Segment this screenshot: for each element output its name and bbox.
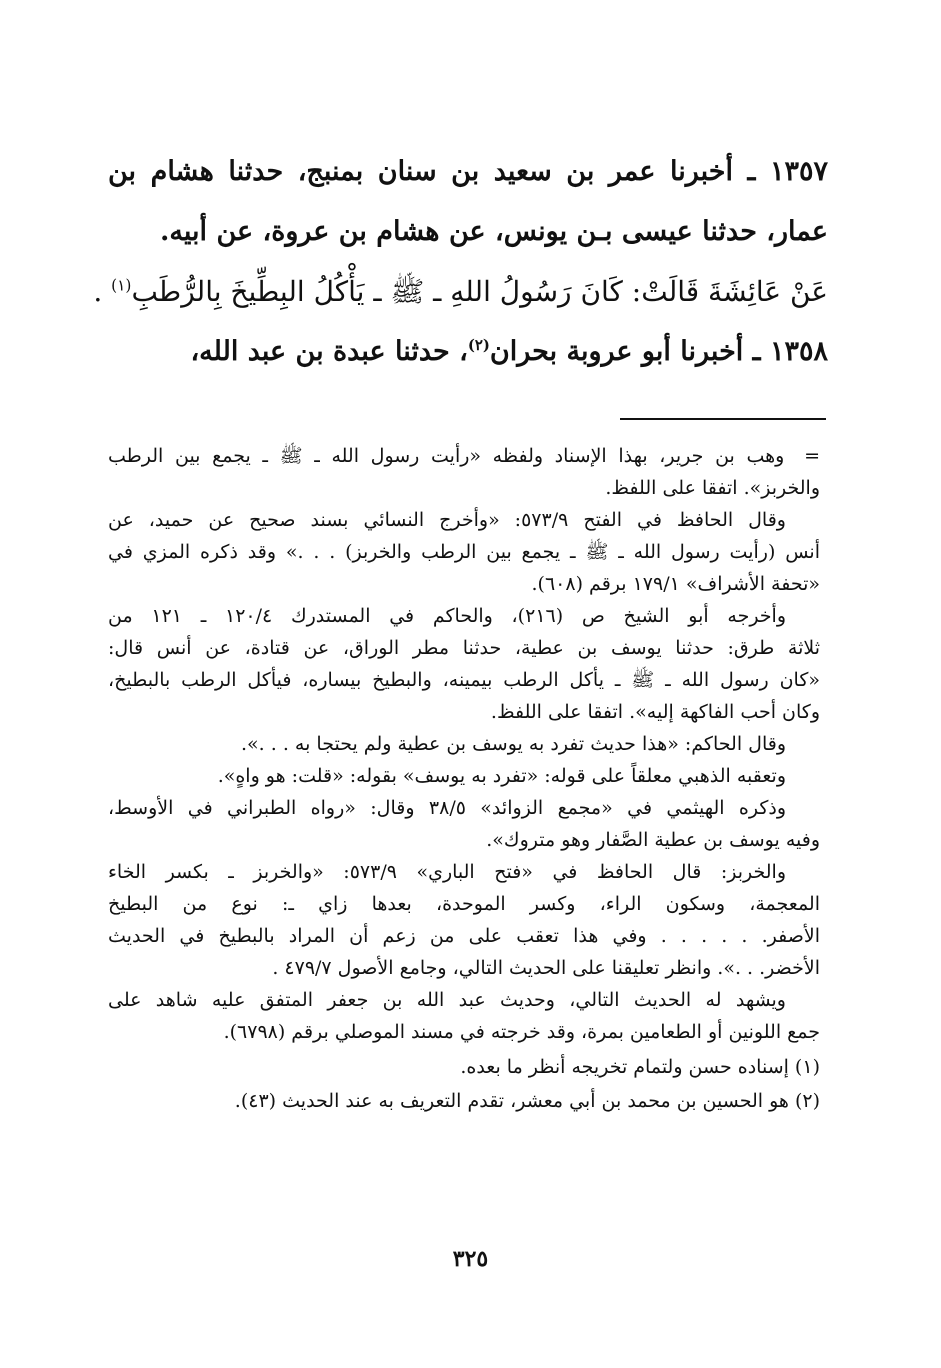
footnote-2: (٢) هو الحسين بن محمد بن أبي معشر، تقدم التعريف به عند الحديث (٤٣). [234, 1090, 820, 1112]
note-line: «تحفة الأشراف» ١٧٩/١ برقم (٦٠٨). [531, 573, 820, 595]
note-line: وكان أحب الفاكهة إليه». اتفقا على اللفظ. [490, 701, 820, 723]
note-text: وهب بن جرير، بهذا الإسناد ولفظه «رأيت رسول الله ـ ﷺ ـ يجمع بين الرطب [108, 445, 785, 467]
hadith-text: عَنْ عَائِشَةَ قَالَتْ: كَانَ رَسُولُ اللهِ ـ ﷺ ـ يَأْكُلُ البِطِّيخَ بِالرُّطَبِ [131, 275, 828, 308]
footnote-divider [620, 418, 826, 420]
note-line: وأخرجه أبو الشيخ ص (٢١٦)، والحاكم في المستدرك ١٢٠/٤ ـ ١٢١ من [108, 605, 786, 627]
hadith-text-end: . [93, 275, 112, 308]
note-line: وقال الحافظ في الفتح ٥٧٣/٩: «وأخرج النسائي بسند صحيح عن حميد، عن [108, 509, 786, 531]
note-line: جمع اللونين أو الطعامين بمرة، وقد خرجته في مسند الموصلي برقم (٦٧٩٨). [223, 1021, 820, 1043]
note-line: المعجمة، وسكون الراء، وكسر الموحدة، بعدها زاي ـ: نوع من البطيخ [108, 893, 820, 915]
note-line: والخربز: قال الحافظ في «فتح الباري» ٥٧٣/٩: «والخربز ـ بكسر الخاء [108, 861, 786, 883]
commentary [108, 440, 820, 1118]
hadith-1358-chain-line-1 [108, 322, 828, 382]
hadith-1357-chain-line-1: ١٣٥٧ ـ أخبرنا عمر بن سعيد بن سنان بمنبج، حدثنا هشام بن [108, 156, 828, 187]
note-line [108, 440, 820, 472]
note-line: ويشهد له الحديث التالي، وحديث عبد الله بن جعفر المتفق عليه شاهد على [108, 989, 786, 1011]
note-line: وتعقبه الذهبي معلقاً على قوله: «تفرد به يوسف» بقوله: «قلت: هو واهٍ». [217, 765, 786, 787]
note-line: «كان رسول الله ـ ﷺ ـ يأكل الرطب بيمينه، والبطيخ بيساره، فيأكل الرطب بالبطيخ، [108, 669, 820, 691]
footnote-marker-1: (١) [111, 276, 132, 295]
note-line: الأصفر. . . . . . وفي هذا تعقب على من زعم أن المراد بالبطيخ في الحديث [108, 925, 820, 947]
note-line: والخربز». اتفقا على اللفظ. [605, 477, 820, 499]
hadith-1358-end: ، حدثنا عبدة بن عبد الله، [190, 336, 468, 367]
continuation-mark: = [804, 445, 820, 467]
note-line: الأخضر. . .». وانظر تعليقنا على الحديث التالي، وجامع الأصول ٤٧٩/٧ . [272, 957, 820, 979]
footnote-1: (١) إسناده حسن ولتمام تخريجه أنظر ما بعده. [460, 1056, 820, 1078]
note-line: أنس (رأيت رسول الله ـ ﷺ ـ يجمع بين الرطب والخربز) . . .» وقد ذكره المزي في [108, 541, 820, 563]
note-line: وذكره الهيثمي في «مجمع الزوائد» ٣٨/٥ وقال: «رواه الطبراني في الأوسط، [108, 797, 787, 819]
note-line: وفيه يوسف بن عطية الصَّفار وهو متروك». [486, 829, 820, 851]
page-number: ٣٢٥ [452, 1246, 489, 1272]
hadith-1358-start: ١٣٥٨ ـ أخبرنا أبو عروبة بحران [489, 336, 828, 367]
main-text [93, 142, 828, 382]
note-line: وقال الحاكم: «هذا حديث تفرد به يوسف بن عطية ولم يحتجا به . . .». [241, 733, 786, 755]
footnote-marker-2: (٢) [467, 336, 490, 354]
note-line: ثلاثة طرق: حدثنا يوسف بن عطية، حدثنا مطر الوراق، عن قتادة، عن أنس قال: [108, 637, 820, 659]
hadith-1357-text [93, 262, 828, 322]
hadith-1357-chain-line-2: عمار، حدثنا عيسى بـن يونس، عن هشام بن عروة، عن أبيه. [160, 216, 828, 247]
